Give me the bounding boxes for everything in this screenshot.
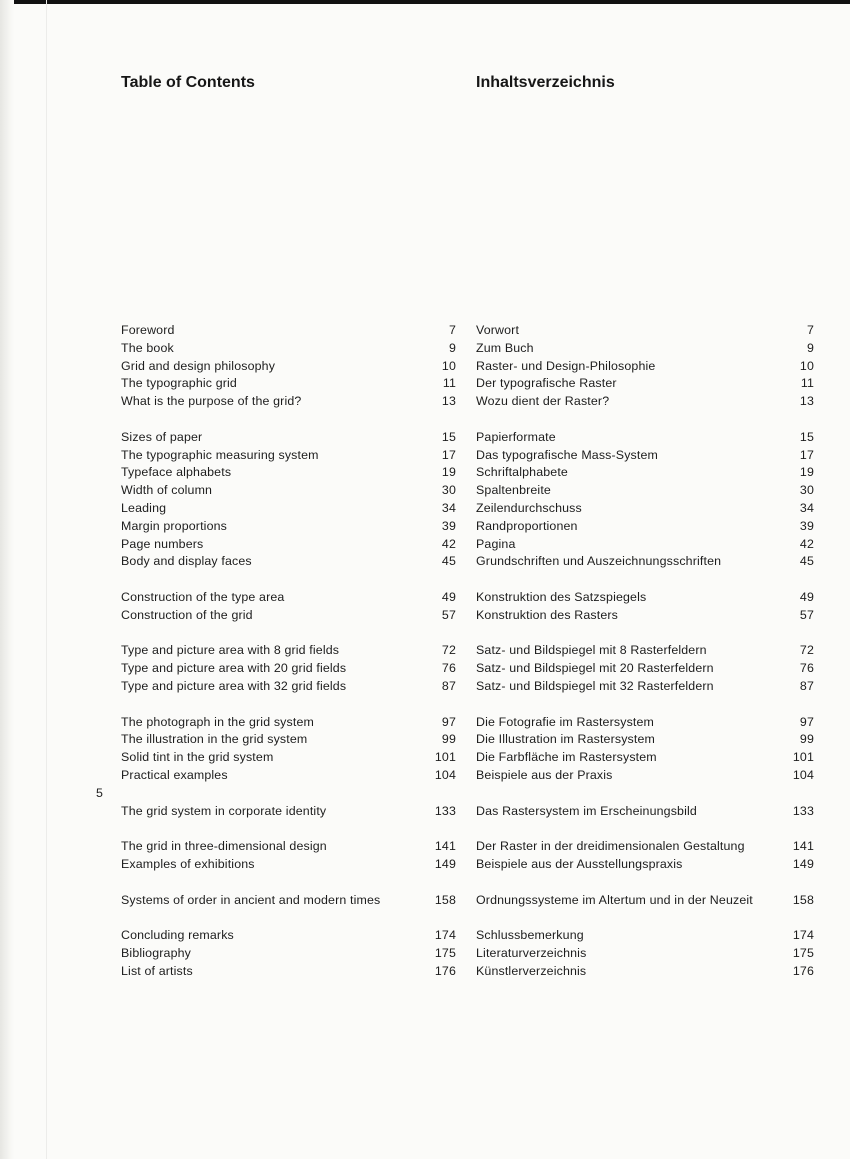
toc-entry-page: 49	[441, 590, 456, 604]
toc-entry-title: The book	[121, 340, 174, 355]
toc-entry-page: 176	[792, 963, 814, 978]
toc-entry	[476, 392, 814, 410]
toc-entry-page: 17	[441, 447, 456, 462]
toc-entry-page: 19	[441, 465, 456, 480]
toc-entry-title: Das typografische Mass-System	[476, 447, 659, 462]
toc-entry-page: 158	[434, 892, 456, 907]
toc-entry-title: Margin proportions	[121, 518, 228, 533]
toc-entry	[121, 641, 456, 659]
toc-entry-title: Foreword	[121, 323, 175, 337]
toc-entry	[476, 499, 814, 517]
toc-entry-title: Page numbers	[121, 536, 204, 551]
toc-entry	[121, 730, 456, 748]
toc-entry	[121, 926, 456, 944]
toc-entry	[476, 641, 814, 659]
toc-entry-page: 30	[441, 483, 456, 498]
toc-entry-title: Bibliography	[121, 946, 191, 960]
toc-entry-page: 15	[441, 429, 456, 444]
toc-entry-title: Sizes of paper	[121, 429, 203, 444]
toc-entry	[121, 588, 456, 606]
toc-entry-page: 72	[799, 643, 814, 658]
toc-entry-page: 39	[441, 518, 456, 533]
toc-entry-page: 42	[799, 536, 814, 551]
toc-entry-title: Grid and design philosophy	[121, 358, 276, 373]
page-fold-line	[46, 0, 47, 1159]
toc-entry-title: Literaturverzeichnis	[476, 946, 587, 960]
toc-entry	[121, 766, 456, 784]
toc-entry-title: Solid tint in the grid system	[121, 750, 274, 765]
toc-entry	[476, 428, 814, 446]
toc-entry-title: Ordnungssysteme im Altertum und in der Neuzeit	[476, 892, 753, 907]
toc-entry-page: 133	[792, 803, 814, 818]
toc-entry	[476, 659, 814, 677]
toc-entry	[121, 837, 456, 855]
toc-entry	[476, 446, 814, 464]
toc-entry	[121, 748, 456, 766]
toc-entry-title: Der typografische Raster	[476, 376, 617, 391]
toc-entry-page: 76	[799, 661, 814, 676]
toc-entry-title: The photograph in the grid system	[121, 714, 314, 729]
toc-entry-title: Type and picture area with 20 grid fields	[121, 661, 347, 676]
toc-entry-page: 42	[441, 536, 456, 551]
toc-entry	[121, 463, 456, 481]
toc-entry-page: 19	[799, 465, 814, 480]
toc-entry-page: 30	[799, 483, 814, 498]
toc-entry-title: Type and picture area with 32 grid fields	[121, 679, 347, 693]
toc-entry-title: Type and picture area with 8 grid fields	[121, 643, 340, 658]
toc-entry-title: Examples of exhibitions	[121, 857, 255, 871]
toc-entry-page: 141	[792, 839, 814, 854]
toc-entry	[121, 517, 456, 535]
toc-heading-german: Inhaltsverzeichnis	[476, 74, 615, 91]
toc-entry	[121, 552, 456, 570]
toc-entry-title: The grid in three-dimensional design	[121, 839, 327, 854]
toc-entry-page: 101	[792, 750, 814, 765]
toc-entry-page: 57	[799, 607, 814, 622]
toc-entry-page: 13	[441, 394, 456, 409]
toc-entry-title: Construction of the grid	[121, 607, 253, 622]
toc-entry-page: 76	[441, 661, 456, 676]
toc-entry-page: 174	[434, 928, 456, 943]
toc-entry	[121, 499, 456, 517]
toc-entry-page: 34	[441, 501, 456, 515]
toc-entry-page: 141	[434, 839, 456, 854]
toc-entry-title: Schlussbemerkung	[476, 928, 584, 943]
toc-entry-page: 174	[792, 928, 814, 943]
toc-entry	[476, 944, 814, 962]
toc-entry-title: Vorwort	[476, 323, 520, 337]
toc-entry-title: Construction of the type area	[121, 590, 285, 604]
toc-entry-page: 149	[792, 857, 814, 871]
toc-entry-title: Künstlerverzeichnis	[476, 963, 587, 978]
toc-entry	[121, 392, 456, 410]
toc-entry	[476, 374, 814, 392]
toc-entry	[476, 481, 814, 499]
toc-entry-title: Der Raster in der dreidimensionalen Gestaltung	[476, 839, 745, 854]
toc-entry-title: Wozu dient der Raster?	[476, 394, 610, 409]
toc-entry-page: 9	[806, 340, 814, 355]
toc-entry-page: 101	[434, 750, 456, 765]
toc-entry	[476, 677, 814, 695]
toc-entry-page: 99	[799, 732, 814, 747]
toc-entry	[476, 517, 814, 535]
toc-entry-page: 49	[799, 590, 814, 604]
toc-entry-page: 175	[434, 946, 456, 960]
toc-entry	[476, 837, 814, 855]
toc-entry-page: 87	[799, 679, 814, 693]
toc-entry	[476, 552, 814, 570]
toc-entry-page: 104	[434, 768, 456, 782]
toc-entry	[121, 357, 456, 375]
toc-entry	[476, 357, 814, 375]
toc-entry-page: 87	[441, 679, 456, 693]
toc-entry-title: Konstruktion des Satzspiegels	[476, 590, 647, 604]
toc-entry	[121, 855, 456, 873]
toc-entry-title: Systems of order in ancient and modern times	[121, 892, 381, 907]
toc-entry-title: The grid system in corporate identity	[121, 803, 327, 818]
toc-entry-page: 7	[448, 323, 456, 337]
toc-entry-title: What is the purpose of the grid?	[121, 394, 302, 409]
toc-entry-page: 39	[799, 518, 814, 533]
toc-entry-page: 97	[441, 714, 456, 729]
toc-entry-page: 149	[434, 857, 456, 871]
toc-entry-page: 97	[799, 714, 814, 729]
toc-entry-title: Die Illustration im Rastersystem	[476, 732, 656, 747]
toc-entry-title: Papierformate	[476, 429, 556, 444]
toc-entry-page: 10	[799, 358, 814, 373]
toc-entry-page: 11	[442, 376, 456, 391]
toc-entry-title: Satz- und Bildspiegel mit 20 Rasterfeldern	[476, 661, 714, 676]
toc-entry	[476, 730, 814, 748]
toc-entry-page: 133	[434, 803, 456, 818]
toc-entry	[476, 766, 814, 784]
toc-entry	[121, 481, 456, 499]
toc-entry	[476, 926, 814, 944]
toc-entry	[476, 962, 814, 980]
toc-entry-page: 158	[792, 892, 814, 907]
toc-entry-page: 104	[792, 768, 814, 782]
toc-entry-title: Practical examples	[121, 768, 228, 782]
toc-entry-title: The typographic measuring system	[121, 447, 319, 462]
toc-entry	[121, 446, 456, 464]
toc-entry	[121, 891, 456, 909]
toc-entry-title: Das Rastersystem im Erscheinungsbild	[476, 803, 697, 818]
toc-entry-title: The illustration in the grid system	[121, 732, 308, 747]
toc-entry-title: Raster- und Design-Philosophie	[476, 358, 656, 373]
toc-entry	[121, 606, 456, 624]
toc-entry	[476, 802, 814, 820]
toc-entry-title: Die Fotografie im Rastersystem	[476, 714, 655, 729]
toc-entry	[121, 962, 456, 980]
toc-entry-page: 7	[806, 323, 814, 337]
toc-entry	[121, 659, 456, 677]
page-spine-shadow	[0, 0, 14, 1159]
toc-entry	[476, 606, 814, 624]
toc-entry	[121, 374, 456, 392]
toc-entry-title: Satz- und Bildspiegel mit 32 Rasterfeldern	[476, 679, 714, 693]
toc-entry-title: Randproportionen	[476, 518, 578, 533]
toc-heading-english: Table of Contents	[121, 74, 255, 91]
toc-entry-page: 176	[434, 963, 456, 978]
toc-entry	[121, 428, 456, 446]
toc-entry-page: 11	[800, 376, 814, 391]
page-number: 5	[96, 786, 103, 800]
toc-entry-title: Zum Buch	[476, 340, 534, 355]
toc-entry-page: 99	[441, 732, 456, 747]
toc-entry-title: Zeilendurchschuss	[476, 501, 582, 515]
toc-entry	[121, 677, 456, 695]
toc-entry-title: Satz- und Bildspiegel mit 8 Rasterfeldern	[476, 643, 707, 658]
scan-top-edge	[0, 0, 850, 4]
toc-entry	[476, 588, 814, 606]
toc-entry-page: 17	[799, 447, 814, 462]
toc-entry	[121, 944, 456, 962]
toc-entry-page: 34	[799, 501, 814, 515]
toc-entry-page: 57	[441, 607, 456, 622]
toc-entry	[476, 463, 814, 481]
toc-entry-page: 72	[441, 643, 456, 658]
toc-entry-page: 45	[441, 554, 456, 569]
toc-entry	[476, 748, 814, 766]
toc-entry	[121, 339, 456, 357]
toc-entry	[121, 321, 456, 339]
toc-entry-page: 13	[799, 394, 814, 409]
toc-entry-title: List of artists	[121, 963, 193, 978]
toc-entry-title: Leading	[121, 501, 167, 515]
toc-entry-page: 10	[441, 358, 456, 373]
toc-entry	[476, 713, 814, 731]
toc-entry-title: Schriftalphabete	[476, 465, 568, 480]
toc-entry	[476, 321, 814, 339]
toc-entry-page: 15	[799, 429, 814, 444]
toc-entry-page: 45	[799, 554, 814, 569]
toc-entry	[476, 339, 814, 357]
toc-entry-title: Beispiele aus der Ausstellungspraxis	[476, 857, 683, 871]
toc-entry	[476, 891, 814, 909]
toc-entry	[476, 855, 814, 873]
toc-entry-title: Beispiele aus der Praxis	[476, 768, 613, 782]
toc-entry	[121, 713, 456, 731]
toc-entry	[121, 802, 456, 820]
toc-entry	[476, 535, 814, 553]
toc-entry-title: Width of column	[121, 483, 213, 498]
toc-entry-title: Die Farbfläche im Rastersystem	[476, 750, 657, 765]
toc-entry-title: The typographic grid	[121, 376, 237, 391]
toc-entry	[121, 535, 456, 553]
toc-entry-title: Konstruktion des Rasters	[476, 607, 619, 622]
toc-entry-title: Grundschriften und Auszeichnungsschriften	[476, 554, 722, 569]
toc-entry-page: 9	[448, 340, 456, 355]
toc-entry-title: Spaltenbreite	[476, 483, 551, 498]
toc-entry-page: 175	[792, 946, 814, 960]
toc-entry-title: Pagina	[476, 536, 516, 551]
toc-entry-title: Typeface alphabets	[121, 465, 232, 480]
toc-entry-title: Body and display faces	[121, 554, 252, 569]
toc-entry-title: Concluding remarks	[121, 928, 234, 943]
